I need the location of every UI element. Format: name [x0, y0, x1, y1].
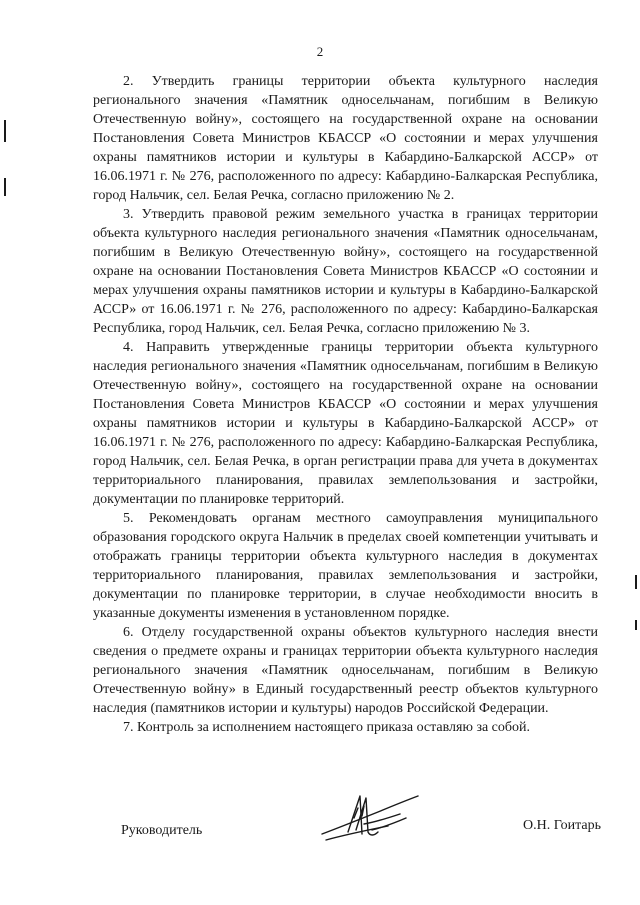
scan-artifact-mark [635, 575, 637, 589]
scan-artifact-mark [4, 120, 6, 142]
page-number: 2 [316, 44, 324, 59]
document-body [93, 72, 598, 737]
paragraph-7: 7. Контроль за исполнением настоящего приказа оставляю за собой. [123, 720, 531, 735]
signer-name: О.Н. Гоитарь [523, 818, 601, 833]
paragraph-3: 3. Утвердить правовой режим земельного участка в границах территории объекта культурного наследия регионального значения «Памятник односельчанам, погибшим в Великую Отечественную войну», состоящего на государственной охране на основании Постановления Совета Министров КБАССР «О состоянии и мерах улучшения охраны памятников истории и культуры в Кабардино-Балкарской АССР» от 16.06.1971 г. № 276, расположенного по адресу: Кабардино-Балкарская Республика, город Нальчик, сел. Белая Речка, согласно приложению № 3. [93, 207, 598, 336]
paragraph-6: 6. Отделу государственной охраны объектов культурного наследия внести сведения о предмете охраны и границах территории объекта культурного наследия регионального значения «Памятник односельчанам, погибшим в Великую Отечественную войну» в Единый государственный реестр объектов культурного наследия (памятников истории и культуры) народов Российской Федерации. [93, 625, 598, 716]
paragraph-2: 2. Утвердить границы территории объекта культурного наследия регионального значения «Памятник односельчанам, погибшим в Великую Отечественную войну», состоящего на государственной охране на основании Постановления Совета Министров КБАССР «О состоянии и мерах улучшения охраны памятников истории и культуры в Кабардино-Балкарской АССР» от 16.06.1971 г. № 276, расположенного по адресу: Кабардино-Балкарская Республика, город Нальчик, сел. Белая Речка, согласно приложению № 2. [93, 74, 598, 203]
scan-artifact-mark [635, 620, 637, 630]
paragraph-4: 4. Направить утвержденные границы территории объекта культурного наследия регионального значения «Памятник односельчанам, погибшим в Великую Отечественную войну», состоящего на государственной охране на основании Постановления Совета Министров КБАССР «О состоянии и мерах улучшения охраны памятников истории и культуры в Кабардино-Балкарской АССР» от 16.06.1971 г. № 276, расположенного по адресу: Кабардино-Балкарская Республика, город Нальчик, сел. Белая Речка, в орган регистрации права для учета в документах территориального планирования, правилах землепользования и застройки, документации по планировке территорий. [93, 340, 598, 507]
signer-title: Руководитель [121, 823, 203, 838]
paragraph-5: 5. Рекомендовать органам местного самоуправления муниципального образования городского округа Нальчик в пределах своей компетенции учитывать и отображать границы территории объекта культурного наследия в документах территориального планирования, правилах землепользования и застройки, документации по планировке территории, в случае необходимости вносить в указанные документы изменения в установленном порядке. [93, 511, 598, 621]
signature-block [93, 800, 601, 860]
scan-artifact-mark [4, 178, 6, 196]
handwritten-signature [318, 788, 428, 848]
